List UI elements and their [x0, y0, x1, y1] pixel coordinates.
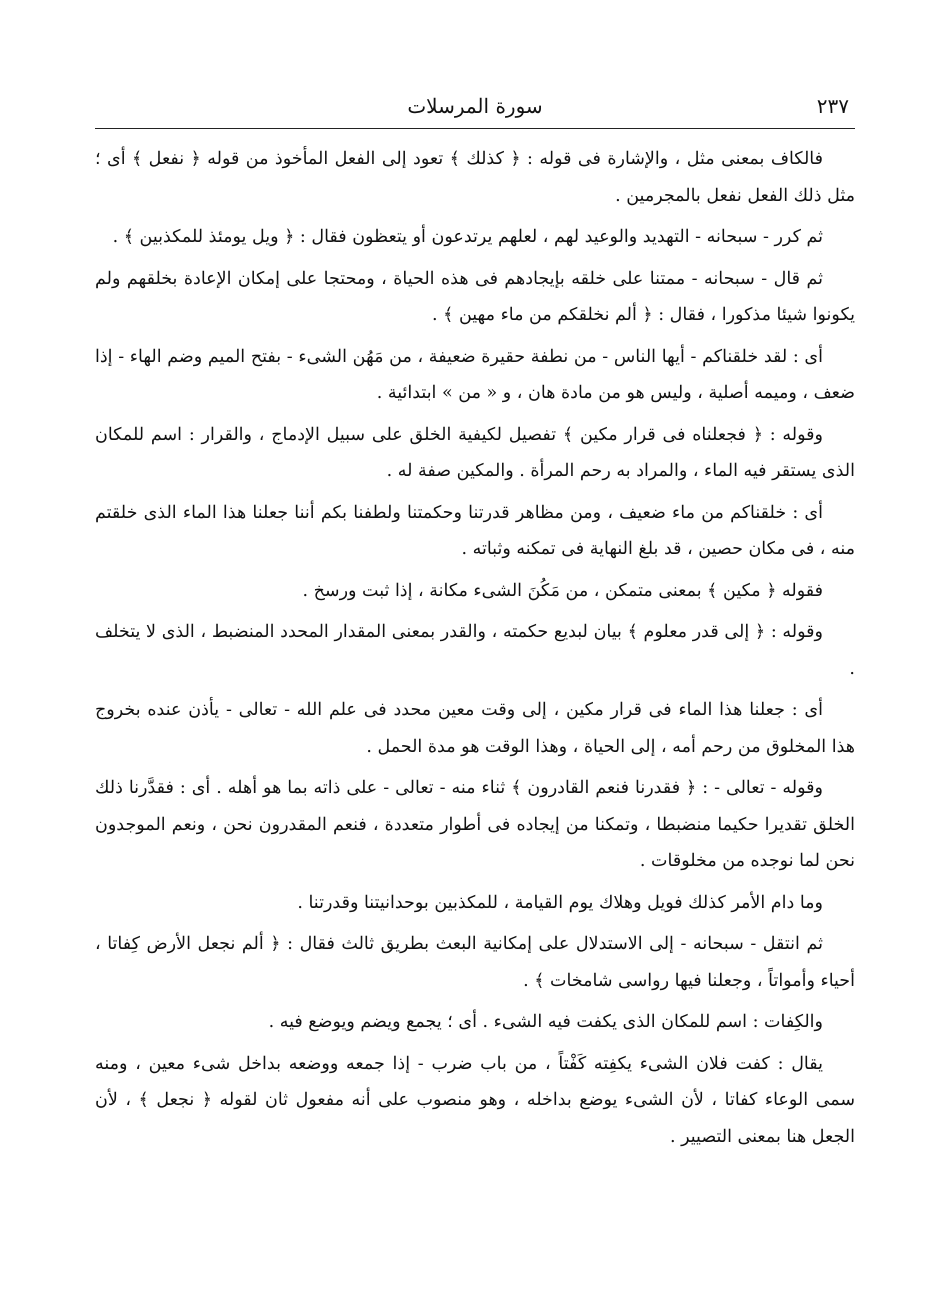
paragraph: أى : جعلنا هذا الماء فى قرار مكين ، إلى وقت معين محدد فى علم الله - تعالى - يأذن عنده بخروج هذا المخلوق من رحم أمه ، إلى الحياة ، وهذا الوقت هو مدة الحمل . — [95, 700, 855, 757]
paragraph: وقوله : ﴿ فجعلناه فى قرار مكين ﴾ تفصيل لكيفية الخلق على سبيل الإدماج ، والقرار : اسم للمكان الذى يستقر فيه الماء ، والمراد به رحم المرأة . والمكين صفة له . — [95, 424, 855, 481]
paragraph: وما دام الأمر كذلك فويل وهلاك يوم القيامة ، للمكذبين بوحدانيتنا وقدرتنا . — [297, 892, 823, 913]
page-number: ٢٣٧ — [816, 94, 849, 118]
paragraph: فالكاف بمعنى مثل ، والإشارة فى قوله : ﴿ كذلك ﴾ تعود إلى الفعل المأخوذ من قوله ﴿ نفعل ﴾ أى ؛ مثل ذلك الفعل نفعل بالمجرمين . — [95, 149, 855, 206]
paragraph: وقوله - تعالى - : ﴿ فقدرنا فنعم القادرون ﴾ ثناء منه - تعالى - على ذاته بما هو أهله . أى : فقدَّرنا ذلك الخلق تقديرا حكيما منضبطا ، وتمكنا من إيجاده فى أطوار متعددة ، فنعم المقدرون نحن ، ونعم الموجدون نحن لما نوجده من مخلوقات . — [95, 778, 855, 871]
paragraph: ثم قال - سبحانه - ممتنا على خلقه بإيجادهم فى هذه الحياة ، ومحتجا على إمكان الإعادة بخلقهم ولم يكونوا شيئا مذكورا ، فقال : ﴿ ألم نخلقكم من ماء مهين ﴾ . — [95, 268, 855, 325]
paragraph: فقوله ﴿ مكين ﴾ بمعنى متمكن ، من مَكُنَ الشىء مكانة ، إذا ثبت ورسخ . — [302, 580, 823, 601]
book-page — [95, 88, 855, 1288]
paragraph: يقال : كفت فلان الشىء يكفِته كَفْتاً ، من باب ضرب - إذا جمعه ووضعه بداخل شىء معين ، ومنه سمى الوعاء كفاتا ، لأن الشىء يوضع بداخله ، وهو منصوب على أنه مفعول ثان لقوله ﴿ نجعل ﴾ ، لأن الجعل هنا بمعنى التصيير . — [95, 1053, 855, 1147]
paragraph: أى : خلقناكم من ماء ضعيف ، ومن مظاهر قدرتنا وحكمتنا ولطفنا بكم أننا جعلنا هذا الماء الذى خلقتم منه ، فى مكان حصين ، قد بلغ النهاية فى تمكنه وثباته . — [95, 502, 855, 559]
paragraph: ثم انتقل - سبحانه - إلى الاستدلال على إمكانية البعث بطريق ثالث فقال : ﴿ ألم نجعل الأرض كِفاتا ، أحياء وأمواتاً ، وجعلنا فيها رواسى شامخات ﴾ . — [95, 934, 855, 991]
paragraph: أى : لقد خلقناكم - أيها الناس - من نطفة حقيرة ضعيفة ، من مَهُن الشىء - بفتح الميم وضم الهاء - إذا ضعف ، وميمه أصلية ، وليس هو من مادة هان ، و « من » ابتدائية . — [95, 346, 855, 403]
surah-title: سورة المرسلات — [407, 94, 543, 118]
paragraph: وقوله : ﴿ إلى قدر معلوم ﴾ بيان لبديع حكمته ، والقدر بمعنى المقدار المحدد المنضبط ، الذى لا يتخلف . — [95, 622, 855, 679]
body-text — [95, 141, 855, 1155]
page-header — [95, 88, 855, 129]
paragraph: والكِفات : اسم للمكان الذى يكفت فيه الشىء . أى ؛ يجمع ويضم ويوضع فيه . — [268, 1012, 823, 1032]
paragraph: ثم كرر - سبحانه - التهديد والوعيد لهم ، لعلهم يرتدعون أو يتعظون فقال : ﴿ ويل يومئذ للمكذبين ﴾ . — [112, 227, 823, 247]
